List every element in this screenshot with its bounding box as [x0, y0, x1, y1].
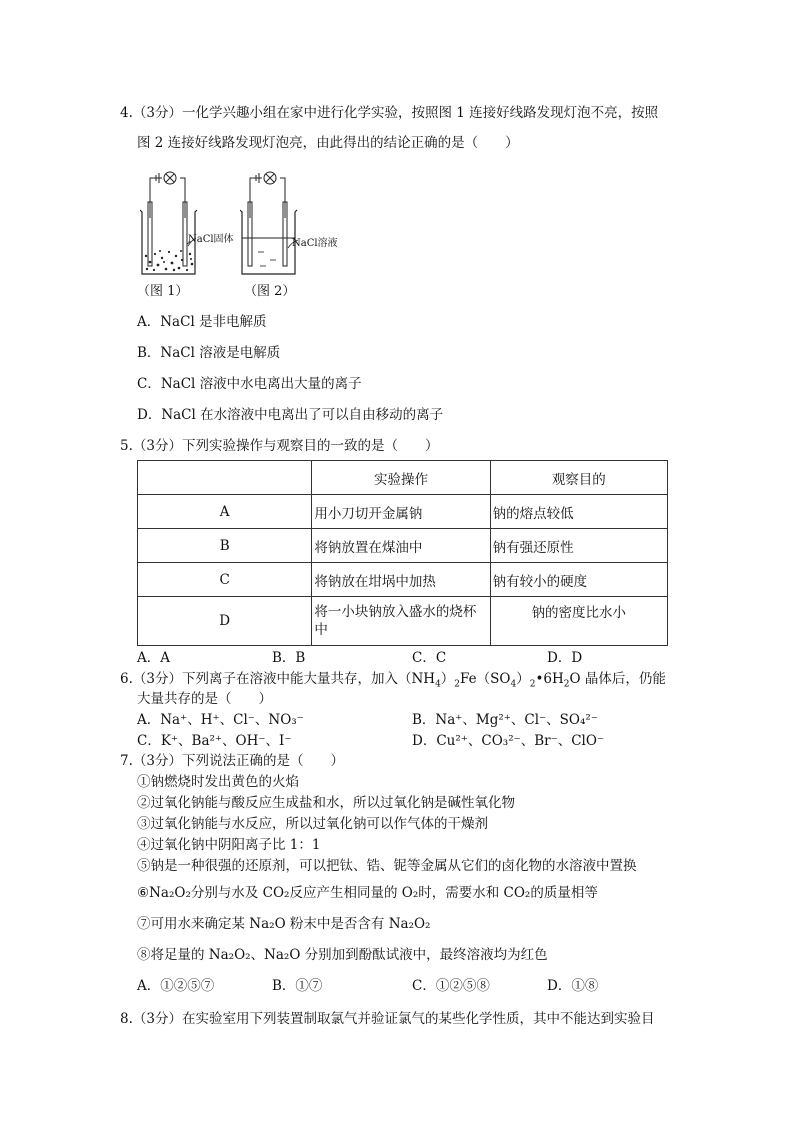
figure-2-label: （图 2） — [244, 284, 296, 299]
q5-choice-a: A．A — [137, 650, 170, 666]
q6-stem-line1 — [120, 670, 666, 688]
q4-option-c: C．NaCl 溶液中水电离出大量的离子 — [137, 376, 362, 392]
subscript-2: 2 — [563, 679, 570, 690]
q7-choice-b: B．①⑦ — [272, 978, 323, 994]
table-cell: 将钠放在坩埚中加热 — [312, 563, 490, 597]
q6-stem-line2: 大量共存的是（ ） — [137, 691, 272, 707]
subscript-2: 2 — [454, 679, 461, 690]
table-cell: 将钠放置在煤油中 — [312, 529, 490, 563]
q5-choice-b: B．B — [272, 650, 306, 666]
table-row — [138, 597, 668, 646]
table-header-cell: 实验操作 — [312, 461, 490, 495]
q5-stem: 5.（3分）下列实验操作与观察目的一致的是（ ） — [120, 438, 439, 454]
q4-option-b: B．NaCl 溶液是电解质 — [137, 345, 281, 361]
table-cell: C — [138, 563, 312, 597]
table-cell: 用小刀切开金属钠 — [312, 495, 490, 529]
subscript-2: 2 — [529, 679, 536, 690]
table-cell: 钠的密度比水小 — [490, 597, 667, 646]
q7-item-6: ⑥Na₂O₂分别与水及 CO₂反应产生相同量的 O₂时，需要水和 CO₂的质量相等 — [137, 885, 598, 901]
q4-option-d: D．NaCl 在水溶液中电离出了可以自由移动的离子 — [137, 407, 444, 423]
q8-stem-line1: 8.（3分）在实验室用下列装置制取氯气并验证氯气的某些化学性质，其中不能达到实验目 — [120, 1011, 655, 1027]
subscript-4: 4 — [510, 679, 517, 690]
q5-experiment-table — [137, 460, 668, 646]
table-cell: 钠有强还原性 — [490, 529, 667, 563]
q6-option-a: A．Na⁺、H⁺、Cl⁻、NO₃⁻ — [137, 712, 304, 728]
table-header-row — [138, 461, 668, 495]
q5-choice-d: D．D — [547, 650, 583, 666]
table-row — [138, 563, 668, 597]
table-cell: B — [138, 529, 312, 563]
figure-1-label: （图 1） — [137, 284, 189, 299]
q6-stem-part: 6.（3分）下列离子在溶液中能大量共存，加入（NH — [120, 671, 436, 687]
q7-choice-c: C．①②⑤⑧ — [412, 978, 490, 994]
q6-stem-part: Fe（SO — [460, 671, 511, 687]
q7-item-2: ②过氧化钠能与酸反应生成盐和水，所以过氧化钠是碱性氧化物 — [137, 795, 515, 811]
q7-item-4: ④过氧化钠中阴阳离子比 1：1 — [137, 837, 321, 853]
q7-stem: 7.（3分）下列说法正确的是（ ） — [120, 753, 344, 769]
table-row — [138, 529, 668, 563]
table-cell: 将一小块钠放入盛水的烧杯中 — [312, 597, 490, 646]
q6-option-b: B．Na⁺、Mg²⁺、Cl⁻、SO₄²⁻ — [412, 712, 598, 728]
table-cell: 钠有较小的硬度 — [490, 563, 667, 597]
table-header-cell — [138, 461, 312, 495]
q6-stem-part: O 晶体后，仍能 — [569, 671, 666, 687]
q7-choice-d: D．①⑧ — [547, 978, 599, 994]
table-cell: 钠的熔点较低 — [490, 495, 667, 529]
figure-1-callout: NaCl固体 — [188, 234, 234, 245]
table-cell: D — [138, 597, 312, 646]
figure-2-beaker-diagram — [240, 166, 345, 278]
q6-stem-part: ） — [516, 671, 530, 687]
q7-item-8: ⑧将足量的 Na₂O₂、Na₂O 分别加到酚酞试液中，最终溶液均为红色 — [137, 947, 548, 963]
table-header-cell: 观察目的 — [490, 461, 667, 495]
table-row — [138, 495, 668, 529]
q6-option-c: C．K⁺、Ba²⁺、OH⁻、I⁻ — [137, 733, 292, 749]
q4-stem-line2: 图 2 连接好线路发现灯泡亮，由此得出的结论正确的是（ ） — [137, 135, 519, 151]
q7-item-5: ⑤钠是一种很强的还原剂，可以把钛、锆、铌等金属从它们的卤化物的水溶液中置换 — [137, 858, 637, 874]
q6-stem-part: ） — [440, 671, 455, 687]
q7-choice-a: A．①②⑤⑦ — [137, 978, 215, 994]
q4-stem-line1: 4.（3分）一化学兴趣小组在家中进行化学实验，按照图 1 连接好线路发现灯泡不亮，按照 — [120, 105, 659, 121]
q6-stem-part: •6H — [535, 671, 564, 687]
table-cell: A — [138, 495, 312, 529]
q7-item-1: ①钠燃烧时发出黄色的火焰 — [137, 774, 299, 790]
q4-option-a: A．NaCl 是非电解质 — [137, 314, 267, 330]
q7-item-3: ③过氧化钠能与水反应，所以过氧化钠可以作气体的干燥剂 — [137, 816, 488, 832]
q6-option-d: D．Cu²⁺、CO₃²⁻、Br⁻、ClO⁻ — [412, 733, 605, 749]
figure-2-callout: NaCl溶液 — [292, 238, 338, 249]
subscript-4: 4 — [435, 679, 441, 690]
q5-choice-c: C．C — [412, 650, 447, 666]
q7-item-7: ⑦可用水来确定某 Na₂O 粉末中是否含有 Na₂O₂ — [137, 916, 431, 932]
figure-1-beaker-diagram — [140, 166, 245, 278]
